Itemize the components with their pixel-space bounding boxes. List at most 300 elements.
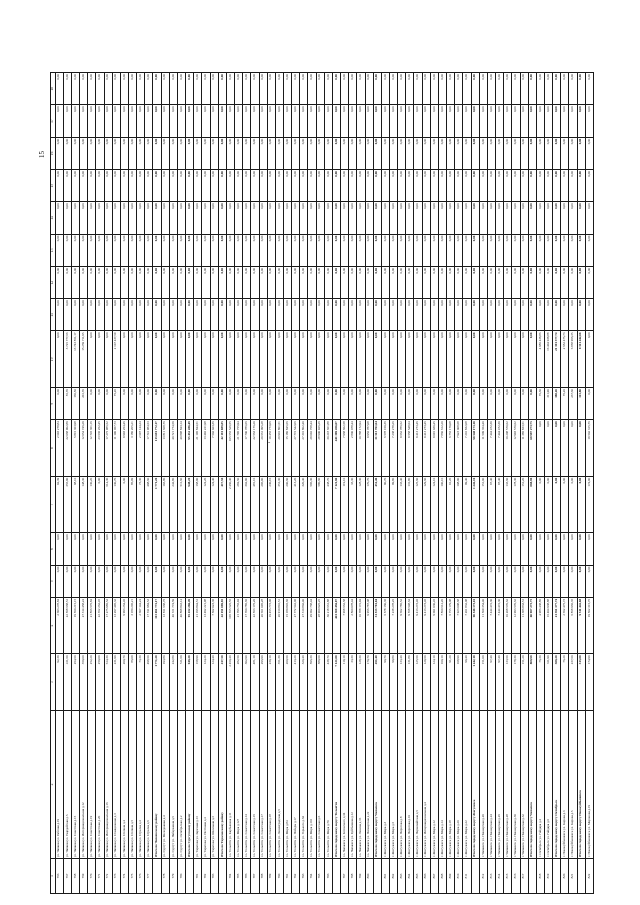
value-cell: 0,00	[520, 331, 528, 388]
value-cell: 0,00	[332, 533, 340, 565]
page-number: 15	[38, 151, 46, 158]
value-cell: 21 796 755,94	[235, 420, 243, 477]
value-cell: 95 432 286,49	[186, 597, 194, 654]
value-cell: 0,00	[120, 299, 128, 331]
row-number-cell: 807	[430, 859, 438, 894]
value-cell: 0,00	[561, 234, 569, 266]
value-cell: 0,00	[112, 170, 120, 202]
value-cell: 0,00	[300, 565, 308, 597]
value-cell: 0,00	[561, 420, 569, 477]
value-cell: 0,00	[447, 331, 455, 388]
value-cell: 0,00	[137, 533, 145, 565]
value-cell: 2 697 144,24	[137, 597, 145, 654]
value-cell: 0,00	[300, 331, 308, 388]
column-header: 2	[51, 710, 56, 858]
table-row	[341, 73, 349, 894]
address-cell: г.о. Тольятти ул. Советская д.14	[243, 710, 251, 858]
value-cell: 0,00	[430, 299, 438, 331]
value-cell: 151,00	[479, 476, 487, 533]
value-cell: 0,00	[349, 266, 357, 298]
value-cell: 0,00	[512, 137, 520, 169]
value-cell: 0,00	[120, 388, 128, 420]
value-cell: 15 180 845,66	[283, 420, 291, 477]
value-cell: 237,60	[569, 654, 577, 711]
row-number-cell: 777	[145, 859, 153, 894]
value-cell: 0,00	[259, 202, 267, 234]
value-cell: 5 816 363,98	[71, 420, 79, 477]
value-cell: 0,00	[153, 533, 161, 565]
value-cell: 7 444 472,30	[496, 420, 504, 477]
value-cell: 0,00	[365, 234, 373, 266]
table-row	[120, 73, 128, 894]
value-cell: 0,00	[283, 202, 291, 234]
value-cell: 0,00	[341, 266, 349, 298]
value-cell: 0,00	[373, 388, 381, 420]
value-cell: 27 310 802,40	[300, 420, 308, 477]
value-cell: 511,60	[177, 476, 185, 533]
value-cell: 0,00	[430, 73, 438, 105]
value-cell: 0,00	[569, 170, 577, 202]
value-cell: 0,00	[104, 266, 112, 298]
value-cell: 0,00	[161, 565, 169, 597]
value-cell: 0,00	[430, 565, 438, 597]
value-cell: 0,00	[406, 266, 414, 298]
value-cell: 0,00	[381, 202, 389, 234]
value-cell: 0,00	[536, 266, 544, 298]
value-cell: 0,00	[406, 299, 414, 331]
value-cell: 193,80	[161, 476, 169, 533]
value-cell: 10 788 172,94	[357, 420, 365, 477]
value-cell: 0,00	[455, 331, 463, 388]
value-cell: 0,00	[406, 234, 414, 266]
value-cell: 2 693 278,84	[55, 420, 63, 477]
value-cell: 0,00	[561, 170, 569, 202]
address-cell: Итого по Чапаевскому району	[153, 710, 161, 858]
value-cell: 596,30	[308, 654, 316, 711]
value-cell: 0,00	[194, 234, 202, 266]
value-cell: 0,00	[186, 234, 194, 266]
address-cell: ул. Чапаева ул. Интернациональная д.16	[104, 710, 112, 858]
value-cell: 0,00	[275, 299, 283, 331]
value-cell: 0,00	[177, 331, 185, 388]
table-row	[414, 73, 422, 894]
value-cell: 0,00	[390, 73, 398, 105]
value-cell: 0,00	[202, 565, 210, 597]
row-number-cell: 811	[463, 859, 471, 894]
value-cell: 0,00	[324, 565, 332, 597]
value-cell: 0,00	[308, 299, 316, 331]
value-cell: 0,00	[96, 170, 104, 202]
value-cell: 0,00	[430, 105, 438, 137]
value-cell: 0,00	[520, 170, 528, 202]
address-cell: г. Новокуйбышевск ул. Кирова д.3	[561, 710, 569, 858]
table-row	[324, 73, 332, 894]
value-cell: 0,00	[300, 137, 308, 169]
subtotal-row	[528, 73, 536, 894]
value-cell: 4 986 438,86	[536, 331, 544, 388]
address-cell: г.о. Тольятти ул. Горького д.64	[300, 710, 308, 858]
value-cell: 0,00	[324, 105, 332, 137]
value-cell: 0,00	[88, 299, 96, 331]
value-cell: 451,40	[373, 476, 381, 533]
value-cell: 0,00	[341, 388, 349, 420]
value-cell: 0,00	[455, 170, 463, 202]
value-cell: 170,70	[365, 654, 373, 711]
value-cell: 0,00	[390, 331, 398, 388]
value-cell: 0,00	[471, 234, 479, 266]
value-cell: 0,00	[145, 234, 153, 266]
value-cell: 0,00	[112, 137, 120, 169]
subtotal-row	[186, 73, 194, 894]
table-row	[210, 73, 218, 894]
row-number-cell: 767	[63, 859, 71, 894]
value-cell: 0,00	[365, 331, 373, 388]
value-cell: 131,80	[406, 476, 414, 533]
value-cell: 0,00	[202, 299, 210, 331]
value-cell: 0,00	[332, 266, 340, 298]
table-row	[235, 73, 243, 894]
value-cell: 86,09	[129, 654, 137, 711]
value-cell: 0,00	[300, 533, 308, 565]
row-number-cell: 821	[569, 859, 577, 894]
row-number-cell: 806	[422, 859, 430, 894]
value-cell: 0,00	[153, 73, 161, 105]
value-cell: 27 772 542,06	[292, 420, 300, 477]
value-cell: 0,00	[365, 533, 373, 565]
value-cell: 0,00	[88, 202, 96, 234]
value-cell: 124,40	[210, 654, 218, 711]
row-number-cell: 785	[235, 859, 243, 894]
value-cell: 313,80	[577, 654, 585, 711]
value-cell: 0,00	[177, 565, 185, 597]
table-row	[80, 73, 88, 894]
value-cell: 0,00	[463, 388, 471, 420]
value-cell: 19 455 773,06	[267, 597, 275, 654]
value-cell: 0,00	[520, 388, 528, 420]
value-cell: 0,00	[544, 105, 552, 137]
value-cell: 0,00	[129, 137, 137, 169]
value-cell: 0,00	[455, 234, 463, 266]
table-row	[357, 73, 365, 894]
value-cell: 0,00	[544, 565, 552, 597]
value-cell: 0,00	[520, 565, 528, 597]
value-cell: 0,00	[357, 331, 365, 388]
value-cell: 0,00	[71, 202, 79, 234]
value-cell: 13 492 221,98	[202, 597, 210, 654]
value-cell: 0,00	[455, 565, 463, 597]
row-number-cell: 798	[349, 859, 357, 894]
value-cell: 130,70	[112, 476, 120, 533]
column-header: 1	[51, 859, 56, 894]
table-row	[202, 73, 210, 894]
table-row	[243, 73, 251, 894]
value-cell: 0,00	[251, 73, 259, 105]
value-cell: 0,00	[528, 170, 536, 202]
value-cell: 0,00	[324, 73, 332, 105]
value-cell: 170,70	[365, 476, 373, 533]
value-cell: 0,00	[235, 73, 243, 105]
value-cell: 0,00	[569, 234, 577, 266]
value-cell: 0,00	[300, 170, 308, 202]
value-cell: 0,00	[275, 533, 283, 565]
value-cell: 0,00	[528, 73, 536, 105]
value-cell: 0,00	[267, 202, 275, 234]
value-cell: 0,00	[267, 234, 275, 266]
value-cell: 0,00	[194, 533, 202, 565]
value-cell: 108,90	[455, 476, 463, 533]
row-number-cell: 768	[71, 859, 79, 894]
value-cell: 0,00	[349, 137, 357, 169]
value-cell: 0,00	[71, 266, 79, 298]
address-cell: ул. Сургут ул. Набережная д.5	[169, 710, 177, 858]
value-cell: 0,00	[71, 137, 79, 169]
value-cell: 19 502 315,76	[585, 597, 593, 654]
value-cell: 0,00	[218, 388, 226, 420]
value-cell: 200,60	[283, 476, 291, 533]
value-cell: 0,00	[430, 533, 438, 565]
value-cell: 0,00	[422, 234, 430, 266]
value-cell: 17 275 986,52	[104, 597, 112, 654]
value-cell: 0,00	[447, 202, 455, 234]
value-cell: 0,00	[487, 234, 495, 266]
value-cell: 0,00	[129, 331, 137, 388]
row-number-cell: 795	[316, 859, 324, 894]
value-cell: 0,00	[129, 565, 137, 597]
table-row	[177, 73, 185, 894]
value-cell: 0,00	[88, 565, 96, 597]
value-cell: 0,00	[55, 331, 63, 388]
value-cell: 0,00	[463, 105, 471, 137]
row-number-cell: 801	[381, 859, 389, 894]
value-cell: 99,80	[390, 476, 398, 533]
value-cell: 0,00	[365, 388, 373, 420]
value-cell: 0,00	[373, 266, 381, 298]
value-cell: 91,20	[447, 476, 455, 533]
value-cell: 0,00	[308, 388, 316, 420]
value-cell: 0,00	[129, 266, 137, 298]
value-cell: 0,00	[561, 565, 569, 597]
value-cell: 9 662 786,52	[398, 420, 406, 477]
table-row	[55, 73, 63, 894]
value-cell: 9 993 264,46	[120, 420, 128, 477]
value-cell: 0,00	[267, 331, 275, 388]
value-cell: 0,00	[186, 170, 194, 202]
value-cell: 0,00	[88, 234, 96, 266]
value-cell: 0,00	[194, 202, 202, 234]
value-cell: 0,00	[406, 565, 414, 597]
value-cell: 0,00	[153, 105, 161, 137]
value-cell: 0,00	[292, 137, 300, 169]
value-cell: 0,00	[71, 299, 79, 331]
value-cell: 451,40	[373, 654, 381, 711]
value-cell: 0,00	[316, 234, 324, 266]
value-cell: 0,00	[226, 533, 234, 565]
value-cell: 0,00	[96, 388, 104, 420]
value-cell: 0,00	[504, 388, 512, 420]
value-cell: 0,00	[218, 266, 226, 298]
value-cell: 0,00	[283, 565, 291, 597]
value-cell: 0,00	[398, 73, 406, 105]
address-cell: г. Жигулевск ул. Интернациональная д.4	[422, 710, 430, 858]
value-cell: 0,00	[398, 202, 406, 234]
table-row	[536, 73, 544, 894]
value-cell: 0,00	[577, 170, 585, 202]
value-cell: 0,00	[316, 388, 324, 420]
value-cell: 0,00	[251, 299, 259, 331]
value-cell: 168,90	[194, 476, 202, 533]
value-cell: 0,00	[316, 266, 324, 298]
value-cell: 2 697 144,24	[137, 420, 145, 477]
value-cell: 0,00	[390, 266, 398, 298]
value-cell: 0,00	[324, 533, 332, 565]
value-cell: 0,00	[398, 266, 406, 298]
address-cell: г. Жигулевск ул. Пирогова д.10	[406, 710, 414, 858]
value-cell: 12 993 570,62	[512, 597, 520, 654]
column-header: 16	[51, 137, 56, 169]
value-cell: 0,00	[300, 105, 308, 137]
value-cell: 0,00	[145, 105, 153, 137]
table-row	[512, 73, 520, 894]
row-number-cell: 799	[357, 859, 365, 894]
value-cell: 2 800 078,44	[349, 597, 357, 654]
value-cell: 0,00	[210, 266, 218, 298]
value-cell: 0,00	[398, 533, 406, 565]
value-cell: 0,00	[471, 565, 479, 597]
value-cell: 0,00	[447, 105, 455, 137]
value-cell: 0,00	[487, 565, 495, 597]
value-cell: 0,00	[528, 565, 536, 597]
document-page	[50, 72, 594, 894]
value-cell: 0,00	[536, 137, 544, 169]
value-cell: 0,00	[487, 73, 495, 105]
value-cell: 0,00	[186, 533, 194, 565]
value-cell: 27 772 542,06	[292, 597, 300, 654]
value-cell: 100,10	[438, 654, 446, 711]
address-cell: г. Чапаевск ул. Пионерская д.30	[512, 710, 520, 858]
value-cell: 0,00	[300, 266, 308, 298]
value-cell: 0,00	[373, 202, 381, 234]
value-cell: 0,00	[137, 170, 145, 202]
value-cell: 0,00	[71, 170, 79, 202]
value-cell: 0,00	[414, 565, 422, 597]
value-cell: 174,90	[585, 654, 593, 711]
table-row	[398, 73, 406, 894]
table-row	[161, 73, 169, 894]
value-cell: 0,00	[267, 105, 275, 137]
value-cell: 0,00	[96, 565, 104, 597]
address-cell: ул. Сургут ул. Молодежная д.4	[161, 710, 169, 858]
value-cell: 0,00	[210, 388, 218, 420]
value-cell: 0,00	[104, 202, 112, 234]
value-cell: 808,90	[528, 654, 536, 711]
value-cell: 0,00	[235, 533, 243, 565]
value-cell: 0,00	[210, 73, 218, 105]
value-cell: 438,70	[324, 654, 332, 711]
row-number-cell: 770	[88, 859, 96, 894]
value-cell: 151,00	[479, 654, 487, 711]
value-cell: 0,00	[104, 299, 112, 331]
row-number-cell: 800	[365, 859, 373, 894]
value-cell: 0,00	[186, 299, 194, 331]
value-cell: 0,00	[479, 170, 487, 202]
value-cell: 0,00	[406, 105, 414, 137]
value-cell: 0,00	[577, 299, 585, 331]
value-cell: 0,00	[381, 73, 389, 105]
value-cell: 0,00	[332, 73, 340, 105]
value-cell: 0,00	[398, 565, 406, 597]
value-cell: 0,00	[137, 234, 145, 266]
value-cell: 0,00	[528, 105, 536, 137]
value-cell: 0,00	[226, 565, 234, 597]
value-cell: 0,00	[504, 234, 512, 266]
value-cell: 91,20	[447, 654, 455, 711]
value-cell: 0,00	[390, 533, 398, 565]
value-cell: 0,00	[194, 299, 202, 331]
value-cell: 0,00	[479, 202, 487, 234]
value-cell: 0,00	[332, 388, 340, 420]
value-cell: 0,00	[186, 565, 194, 597]
value-cell: 40 721 774,59	[169, 597, 177, 654]
value-cell: 15 259 711,95	[80, 331, 88, 388]
row-number-cell: 786	[243, 859, 251, 894]
value-cell: 0,00	[438, 234, 446, 266]
value-cell: 0,00	[398, 331, 406, 388]
address-cell: г.о. Тольятти ул. Победы д.17	[292, 710, 300, 858]
table-row	[447, 73, 455, 894]
value-cell: 0,00	[169, 105, 177, 137]
value-cell: 242,80	[169, 476, 177, 533]
address-cell: г. Чапаевск ул. Пионерская д.28	[504, 710, 512, 858]
value-cell: 0,00	[471, 105, 479, 137]
value-cell: 0,00	[80, 565, 88, 597]
value-cell: 13 811 668,76	[161, 597, 169, 654]
value-cell: 0,00	[381, 331, 389, 388]
value-cell: 0,00	[585, 266, 593, 298]
value-cell: 27 310 802,40	[300, 597, 308, 654]
value-cell: 0,00	[104, 234, 112, 266]
value-cell: 0,00	[267, 565, 275, 597]
value-cell: 0,00	[373, 105, 381, 137]
value-cell: 0,00	[267, 533, 275, 565]
address-cell: ул. Тарасова ул. Заречная д.13	[194, 710, 202, 858]
value-cell: 0,00	[577, 533, 585, 565]
value-cell: 0,00	[463, 331, 471, 388]
value-cell: 108,90	[455, 654, 463, 711]
value-cell: 0,00	[406, 170, 414, 202]
value-cell: 0,00	[496, 331, 504, 388]
value-cell: 0,00	[153, 266, 161, 298]
value-cell: 0,00	[259, 299, 267, 331]
value-cell: 0,00	[218, 202, 226, 234]
value-cell: 55,70	[63, 388, 71, 420]
value-cell: 0,00	[243, 266, 251, 298]
value-cell: 21 391 377,74	[553, 331, 561, 388]
address-cell: ул. Чапаева ул. Советская д.20	[96, 710, 104, 858]
value-cell: 12 993 570,62	[512, 420, 520, 477]
value-cell: 413,20	[292, 654, 300, 711]
value-cell: 0,00	[422, 170, 430, 202]
value-cell: 148,30	[80, 476, 88, 533]
value-cell: 33,30	[349, 476, 357, 533]
value-cell: 0,00	[463, 73, 471, 105]
value-cell: 0,00	[300, 299, 308, 331]
value-cell: 193,80	[161, 654, 169, 711]
value-cell: 0,00	[357, 105, 365, 137]
address-cell: г. Октябрьск ул. Гайдара д.6	[544, 710, 552, 858]
value-cell: 0,00	[528, 137, 536, 169]
value-cell: 438,70	[324, 476, 332, 533]
value-cell: 0,00	[447, 170, 455, 202]
